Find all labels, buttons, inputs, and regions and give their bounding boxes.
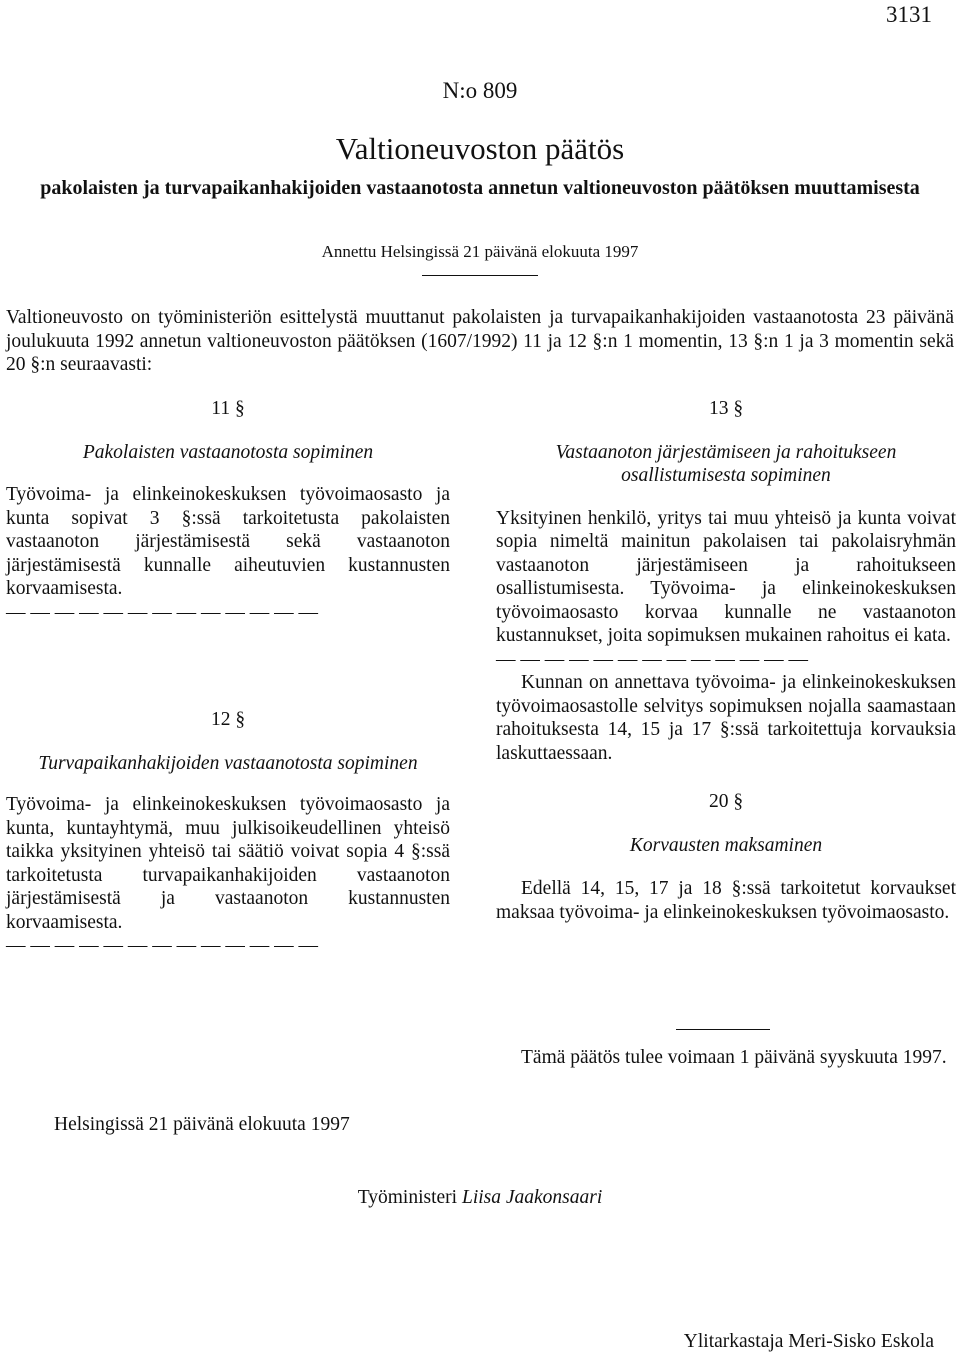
section-12-title: Turvapaikanhakijoiden vastaanotosta sopiminen <box>38 752 418 774</box>
inspector-signature: Ylitarkastaja Meri-Sisko Eskola <box>683 1331 934 1352</box>
omission-mark: — — — — — — — — — — — — — <box>6 601 318 623</box>
document-title: Valtioneuvoston päätös <box>335 131 625 166</box>
omission-mark: — — — — — — — — — — — — — <box>496 648 808 670</box>
section-11-title: Pakolaisten vastaanotosta sopiminen <box>82 441 374 463</box>
header-divider <box>422 275 538 276</box>
intro-paragraph: Valtioneuvosto on työministeriön esittelystä muuttanut pakolaisten ja turvapaikanhakijoiden vastaanotosta 23 päivänä joulukuuta 1992 annetun valtioneuvoston päätöksen (1607/1992) 11 ja 12 §:n 1 momentin, 13 §:n 1 ja 3 momentin sekä 20 §:n seuraavasti: <box>6 307 954 375</box>
section-12-text: Työvoima- ja elinkeinokeskuksen työvoimaosasto ja kunta, kuntayhtymä, muu julkisoikeudellinen yhteisö taikka yksityinen yhteisö tai säätiö voivat sopia 4 §:ssä tarkoitetusta turvapaikanhakijoiden vastaanoton järjestämisestä ja vastaanoton kustannusten korvaamisesta. <box>6 794 450 933</box>
section-11-text: Työvoima- ja elinkeinokeskuksen työvoimaosasto ja kunta sopivat 3 §:ssä tarkoitetusta pakolaisten vastaanoton järjestämisestä sekä vastaanoton järjestämisestä kunnalle aiheutuvien kustannusten korvaamisesta. <box>6 484 450 599</box>
minister-name: Liisa Jaakonsaari <box>461 1187 603 1208</box>
page-number: 3131 <box>886 2 932 27</box>
signature-place-date: Helsingissä 21 päivänä elokuuta 1997 <box>54 1114 350 1135</box>
left-column <box>6 397 450 958</box>
document-subtitle: pakolaisten ja turvapaikanhakijoiden vastaanotosta annetun valtioneuvoston päätöksen muuttamisesta <box>40 177 920 199</box>
minister-title: Työministeri <box>357 1187 462 1208</box>
closing-divider <box>676 1029 770 1030</box>
decision-number: N:o 809 <box>442 78 518 103</box>
right-column <box>496 397 956 924</box>
entry-into-force: Tämä päätös tulee voimaan 1 päivänä syyskuuta 1997. <box>521 1047 947 1068</box>
section-20-title: Korvausten maksaminen <box>629 834 823 856</box>
section-20-number: 20 § <box>708 791 744 812</box>
minister-signature <box>0 1187 960 1209</box>
section-13-title: Vastaanoton järjestämiseen ja rahoitukseen osallistumisesta sopiminen <box>555 441 897 486</box>
section-13-text-1: Yksityinen henkilö, yritys tai muu yhteisö ja kunta voivat sopia nimeltä mainitun pakolaisen tai pakolaisryhmän vastaanoton järjestämiseen ja rahoitukseen osallistumisesta. Työvoima- ja elinkeinokeskuksen työvoimaosasto korvaa kunnalle ne vastaanoton kustannukset, joita sopimuksen mukainen rahoitus ei kata. <box>496 507 956 646</box>
section-13-text-2: Kunnan on annettava työvoima- ja elinkeinokeskuksen työvoimaosastolle selvitys sopimuksen nojalla saamastaan rahoituksesta 14, 15 ja 17 §:ssä tarkoitettuja korvauksia laskuttaessaan. <box>496 672 956 764</box>
section-13-number: 13 § <box>708 398 744 419</box>
section-12-number: 12 § <box>210 709 246 730</box>
omission-mark: — — — — — — — — — — — — — <box>6 935 318 956</box>
section-11-number: 11 § <box>211 398 245 419</box>
section-20-text: Edellä 14, 15, 17 ja 18 §:ssä tarkoitetut korvaukset maksaa työvoima- ja elinkeinokeskuksen työvoimaosasto. <box>496 878 956 923</box>
given-date: Annettu Helsingissä 21 päivänä elokuuta 1997 <box>321 242 639 261</box>
